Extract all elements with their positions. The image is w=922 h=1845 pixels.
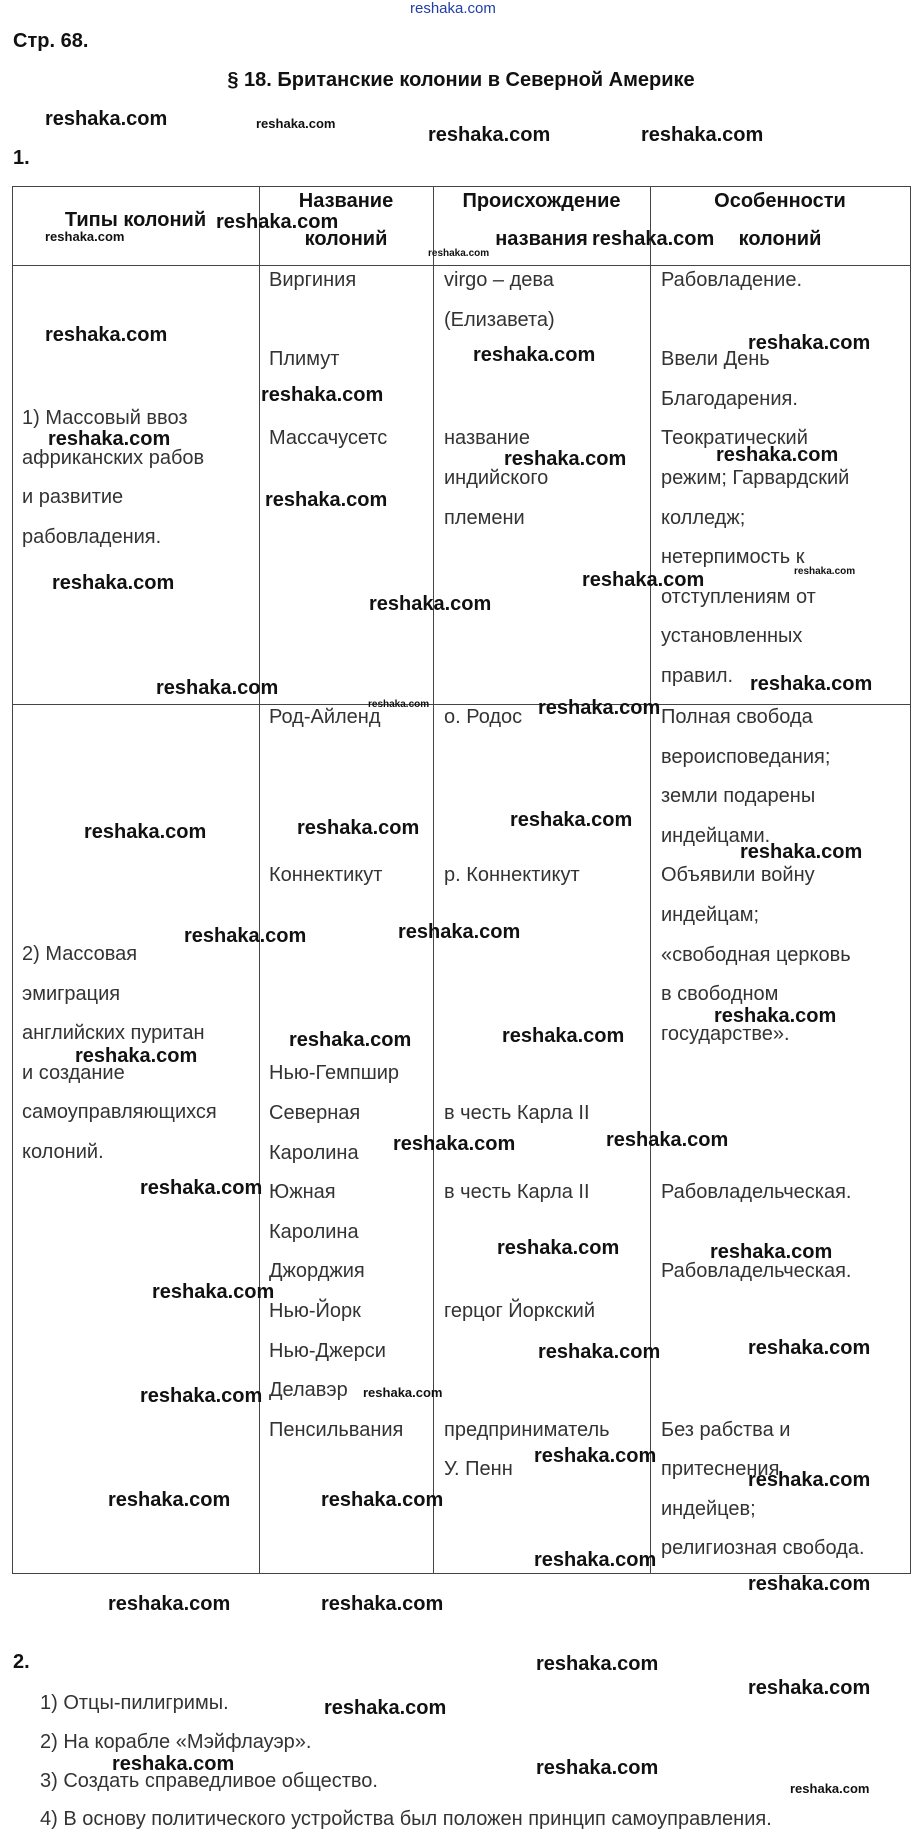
cell-line — [269, 777, 403, 817]
cell-line: герцог Йоркский — [444, 1299, 595, 1322]
cell-line: отступлениям от — [661, 585, 816, 608]
cell-line: индейцами. — [661, 824, 771, 847]
watermark: reshaka.com — [748, 1573, 871, 1595]
watermark: reshaka.com — [428, 248, 490, 259]
cell-line: правил. — [661, 664, 734, 687]
cell-line: Рабовладельческая. — [661, 1260, 852, 1283]
watermark: reshaka.com — [497, 1237, 620, 1259]
cell-line — [444, 1054, 610, 1094]
cell-line: Виргиния — [269, 269, 357, 291]
cell-line: Рабовладельческая. — [661, 1181, 852, 1204]
cell-line: Род-Айленд — [269, 706, 381, 728]
cell-line: «свободная церковь — [661, 943, 851, 966]
watermark: reshaka.com — [45, 229, 125, 244]
watermark: reshaka.com — [261, 384, 384, 406]
cell-line: нетерпимость к — [661, 546, 805, 569]
cell-line: колледж; — [661, 506, 746, 529]
row1-names-cell — [269, 261, 387, 459]
watermark: reshaka.com — [140, 1177, 263, 1199]
watermark: reshaka.com — [108, 1593, 231, 1615]
cell-line: земли подарены — [661, 785, 816, 808]
cell-line: название — [444, 427, 530, 450]
watermark: reshaka.com — [369, 593, 492, 615]
cell-line: Джорджия — [269, 1260, 365, 1283]
watermark: reshaka.com — [324, 1697, 447, 1719]
watermark: reshaka.com — [52, 572, 175, 594]
cell-line — [661, 1054, 865, 1094]
cell-line: индейцев; — [661, 1497, 756, 1520]
cell-line: Рабовладение. — [661, 269, 803, 291]
watermark: reshaka.com — [112, 1753, 235, 1775]
watermark: reshaka.com — [534, 1445, 657, 1467]
cell-line: в честь Карла II — [444, 1181, 590, 1204]
cell-line: Южная — [269, 1181, 336, 1204]
cell-line: Без рабства и — [661, 1418, 791, 1441]
watermark: reshaka.com — [790, 1781, 870, 1796]
watermark: reshaka.com — [502, 1025, 625, 1047]
cell-line: самоуправляющихся — [22, 1101, 217, 1124]
watermark: reshaka.com — [321, 1489, 444, 1511]
watermark: reshaka.com — [45, 108, 168, 130]
watermark: reshaka.com — [538, 697, 661, 719]
watermark: reshaka.com — [84, 821, 207, 843]
cell-line: религиозная свобода. — [661, 1537, 865, 1560]
cell-line — [269, 975, 403, 1015]
watermark: reshaka.com — [748, 332, 871, 354]
watermark: reshaka.com — [473, 344, 596, 366]
watermark: reshaka.com — [748, 1337, 871, 1359]
cell-line: р. Коннектикут — [444, 864, 580, 887]
cell-line — [444, 975, 610, 1015]
cell-line: в честь Карла II — [444, 1101, 590, 1124]
cell-line — [661, 1094, 865, 1134]
cell-line: Пенсильвания — [269, 1418, 404, 1441]
watermark: reshaka.com — [265, 489, 388, 511]
watermark: reshaka.com — [428, 124, 551, 146]
cell-line: государстве». — [661, 1022, 790, 1045]
watermark: reshaka.com — [714, 1005, 837, 1027]
cell-line: в свободном — [661, 983, 779, 1006]
watermark: reshaka.com — [606, 1129, 729, 1151]
section-title: § 18. Британские колонии в Северной Америке — [227, 69, 695, 91]
cell-line: У. Пенн — [444, 1458, 513, 1481]
header-name-origin: Происхождение названия — [462, 190, 621, 250]
answer-4: 4) В основу политического устройства был положен принцип самоуправления. — [40, 1808, 772, 1830]
cell-line: Плимут — [269, 348, 340, 371]
cell-line — [444, 738, 610, 778]
answer-2: 2) На корабле «Мэйфлауэр». — [40, 1731, 312, 1753]
watermark: reshaka.com — [152, 1281, 275, 1303]
cell-line: африканских рабов — [22, 446, 205, 469]
cell-line: Теократический — [661, 427, 808, 450]
watermark: reshaka.com — [510, 809, 633, 831]
cell-line: Каролина — [269, 1141, 359, 1164]
watermark: reshaka.com — [108, 1489, 231, 1511]
cell-line: рабовладения. — [22, 525, 162, 548]
cell-line — [444, 1371, 610, 1411]
cell-line: режим; Гарвардский — [661, 466, 850, 489]
watermark: reshaka.com — [368, 699, 430, 710]
cell-line: притеснения — [661, 1458, 780, 1481]
cell-line: и развитие — [22, 486, 124, 509]
watermark: reshaka.com — [297, 817, 420, 839]
watermark: reshaka.com — [289, 1029, 412, 1051]
cell-line: Делавэр — [269, 1379, 348, 1402]
cell-line: Благодарения. — [661, 387, 798, 410]
watermark: reshaka.com — [393, 1133, 516, 1155]
watermark: reshaka.com — [538, 1341, 661, 1363]
watermark: reshaka.com — [156, 677, 279, 699]
cell-line: о. Родос — [444, 706, 523, 728]
cell-line: 2) Массовая — [22, 943, 138, 965]
watermark: reshaka.com — [536, 1757, 659, 1779]
task-1-number: 1. — [13, 147, 30, 169]
cell-line — [269, 738, 403, 778]
watermark: reshaka.com — [534, 1549, 657, 1571]
cell-line: virgo – дева — [444, 269, 554, 291]
task-2-number: 2. — [13, 1651, 30, 1673]
answer-1: 1) Отцы-пилигримы. — [40, 1692, 229, 1714]
cell-line: и создание — [22, 1061, 125, 1084]
watermark: reshaka.com — [398, 921, 521, 943]
watermark: reshaka.com — [75, 1045, 198, 1067]
site-header[interactable]: reshaka.com — [410, 0, 496, 17]
watermark: reshaka.com — [184, 925, 307, 947]
row2-names-cell — [269, 698, 403, 1450]
watermark: reshaka.com — [748, 1677, 871, 1699]
answer-3: 3) Создать справедливое общество. — [40, 1770, 378, 1792]
watermark: reshaka.com — [750, 673, 873, 695]
cell-line: 1) Массовый ввоз — [22, 407, 188, 429]
cell-line: Объявили войну — [661, 864, 815, 887]
watermark: reshaka.com — [592, 228, 715, 250]
header-colony-features: Особенности колоний — [714, 190, 846, 250]
watermark: reshaka.com — [794, 566, 856, 577]
cell-line: эмиграция — [22, 982, 121, 1005]
cell-line: (Елизавета) — [444, 308, 555, 331]
row1-features-cell — [661, 261, 849, 697]
cell-line: установленных — [661, 625, 803, 648]
header-colony-name: Название колоний — [298, 190, 394, 250]
cell-line: английских пуритан — [22, 1022, 205, 1045]
watermark: reshaka.com — [216, 211, 339, 233]
watermark: reshaka.com — [740, 841, 863, 863]
watermark: reshaka.com — [716, 444, 839, 466]
cell-line: Нью-Джерси — [269, 1339, 386, 1362]
cell-line: Массачусетс — [269, 427, 388, 450]
cell-line: Нью-Йорк — [269, 1299, 361, 1322]
cell-line: колоний. — [22, 1140, 104, 1163]
watermark: reshaka.com — [140, 1385, 263, 1407]
watermark: reshaka.com — [45, 324, 168, 346]
cell-line: Ввели День — [661, 348, 770, 371]
watermark: reshaka.com — [582, 569, 705, 591]
cell-line: Коннектикут — [269, 864, 383, 887]
row1-origins-cell — [444, 261, 555, 538]
cell-line — [444, 380, 555, 420]
watermark: reshaka.com — [256, 116, 336, 131]
watermark: reshaka.com — [321, 1593, 444, 1615]
cell-line: предприниматель — [444, 1418, 610, 1441]
watermark: reshaka.com — [504, 448, 627, 470]
cell-line: Северная — [269, 1101, 361, 1124]
watermark: reshaka.com — [363, 1385, 443, 1400]
cell-line: Полная свобода — [661, 706, 813, 728]
cell-line — [269, 301, 387, 341]
row1-type-cell — [22, 399, 204, 557]
cell-line: племени — [444, 506, 525, 529]
cell-line — [661, 1292, 865, 1332]
watermark: reshaka.com — [641, 124, 764, 146]
watermark: reshaka.com — [748, 1469, 871, 1491]
header-colony-types: Типы колоний — [64, 209, 207, 231]
page-label: Стр. 68. — [13, 30, 89, 52]
cell-line: Нью-Гемпшир — [269, 1062, 400, 1085]
cell-line: вероисповедания; — [661, 745, 831, 768]
cell-line — [661, 1371, 865, 1411]
watermark: reshaka.com — [48, 428, 171, 450]
watermark: reshaka.com — [710, 1241, 833, 1263]
cell-line: Каролина — [269, 1220, 359, 1243]
cell-line: индийского — [444, 466, 549, 489]
watermark: reshaka.com — [536, 1653, 659, 1675]
cell-line: индейцам; — [661, 903, 760, 926]
